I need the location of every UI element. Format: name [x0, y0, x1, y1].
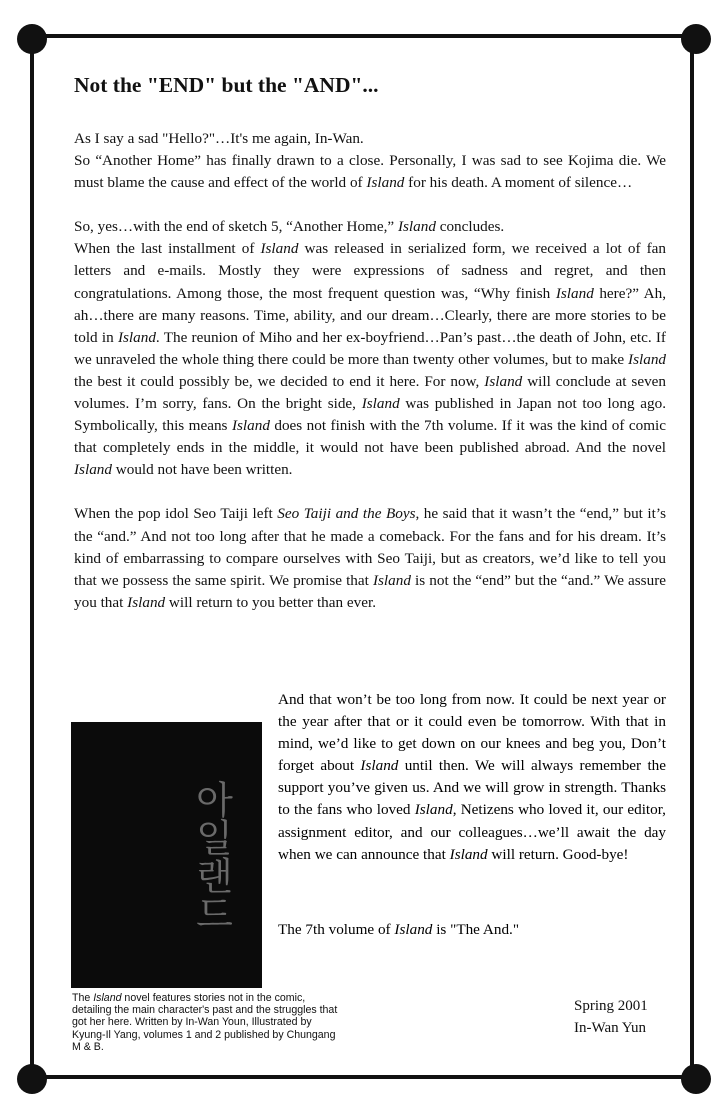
right-column-text — [278, 689, 666, 866]
page-title: Not the "END" but the "AND"... — [74, 73, 379, 97]
signature-name: In-Wan Yun — [574, 1020, 646, 1036]
italic-title: Island — [361, 395, 400, 413]
corner-ornament-bottom-left — [17, 1064, 47, 1094]
book-caption: The Island novel features stories not in the comic, detailing the main character's past and the struggles that got her here. Written by In-Wan Youn, Illustrated by Kyung-Il Yang, volumes 1 and 2 published by Chungang M & B. — [72, 992, 338, 1053]
italic-title: Island — [449, 845, 488, 863]
paragraph-2: So, yes…with the end of sketch 5, “Another Home,” Island concludes. — [74, 218, 505, 236]
paragraph-3: When the last installment of Island was released in serialized form, we received a lot of fan letters and e-mails. Mostly they were expressions of sadness and regret, and then congratulations. Among those, the most frequent question was, “Why finish Island here?” Ah, ah…there are many reasons. Time, ability, and our dream…Clearly, there are more stories to be told in Island. The reunion of Miho and her ex-boyfriend…Pan’s past…the death of John, etc. If we unraveled the whole thing there could be more than twenty other volumes, but to make Island the best it could possibly be, we decided to end it here. For now, Island will conclude at seven volumes. I’m sorry, fans. On the bright side, Island was published in Japan not too long ago. Symbolically, this means Island does not finish with the 7th volume. If it was the kind of comic that completely ends in the middle, it would not have been published abroad. And the novel Island would not have been written. — [74, 240, 667, 479]
paragraph-5: And that won’t be too long from now. It could be next year or the year after that or it could even be tomorrow. With that in mind, we’d like to get down on our knees and beg you, Don’t forget about Island until then. We will always remember the support you’ve given us. And we will grow in strength. Thanks to the fans who loved Island, Netizens who loved it, our editor, assignment editor, and our colleagues…we’ll await the day when we can announce that Island will return. Good-bye! — [278, 691, 666, 863]
closing-line: The 7th volume of Island is "The And." — [278, 921, 520, 938]
italic-title: Island — [117, 328, 156, 346]
italic-title: Island — [484, 372, 523, 390]
italic-title: Island — [394, 921, 433, 938]
italic-title: Island — [414, 801, 453, 819]
italic-title: Island — [93, 992, 122, 1004]
corner-ornament-top-right — [681, 24, 711, 54]
italic-title: Island — [372, 571, 411, 589]
signature — [574, 995, 674, 1039]
article — [74, 72, 666, 614]
corner-ornament-bottom-right — [681, 1064, 711, 1094]
italic-title: Island — [260, 240, 299, 258]
italic-title: Island — [74, 461, 112, 479]
cover-title-text: 아일랜드 — [189, 780, 233, 932]
paragraph-4: When the pop idol Seo Taiji left Seo Taiji and the Boys, he said that it wasn’t the “end,” but it’s the “and.” And not too long after that he made a comeback. For the fans and for his dream. It’s kind of embarrassing to compare ourselves with Seo Taiji, but as creators, we’d like to tell you that we possess the same spirit. We promise that Island is not the “end” but the “and.” We assure you that Island will return to you better than ever. — [74, 505, 666, 611]
corner-ornament-top-left — [17, 24, 47, 54]
italic-title: Island — [360, 757, 399, 775]
book-cover-art — [71, 722, 262, 988]
paragraph-1: As I say a sad "Hello?"…It's me again, In-Wan. So “Another Home” has finally drawn to a close. Personally, I was sad to see Kojima die. We must blame the cause and effect of the world of Island for his death. A moment of silence… — [74, 130, 666, 192]
signature-date: Spring 2001 — [574, 998, 648, 1014]
italic-title: Island — [628, 350, 666, 368]
book-cover-image — [71, 722, 262, 988]
article-body — [74, 128, 666, 614]
italic-title: Island — [127, 593, 166, 611]
italic-title: Island — [555, 284, 594, 302]
cover-background — [71, 722, 262, 988]
italic-title: Island — [231, 417, 270, 435]
